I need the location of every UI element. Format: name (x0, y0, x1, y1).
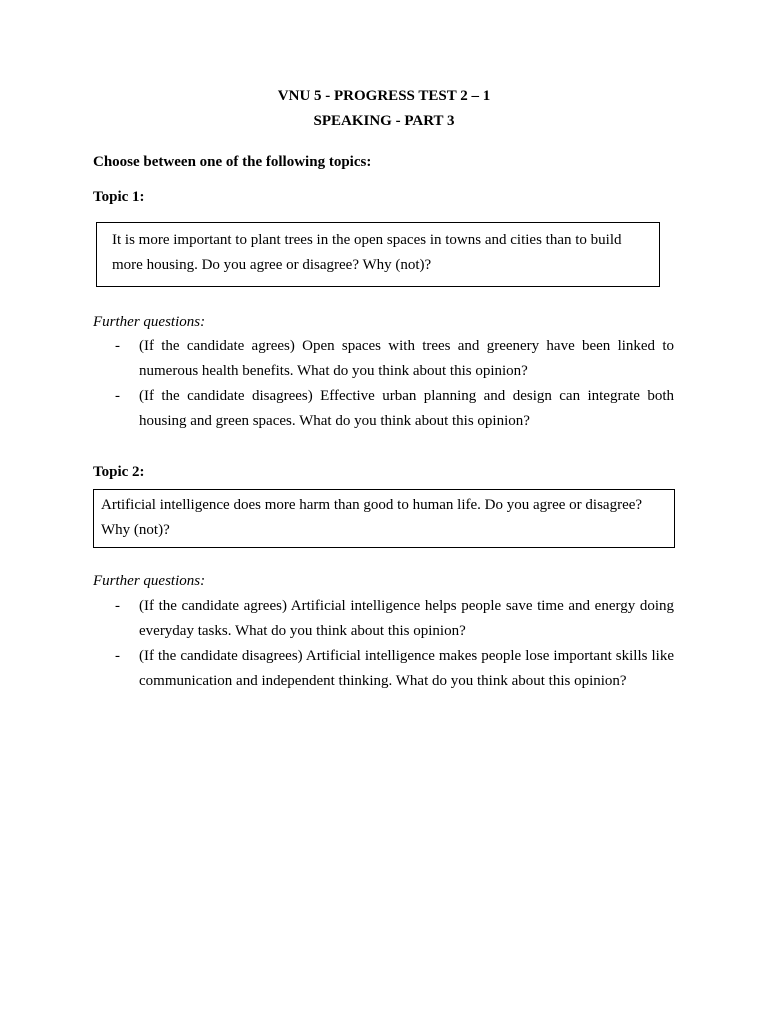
topic-2-further-questions-label: Further questions: (93, 573, 206, 589)
dash-bullet: - (115, 598, 120, 614)
instruction-text: Choose between one of the following topics: (93, 154, 372, 170)
question-text: (If the candidate disagrees) Effective urban planning and design can integrate both housing and green spaces. What do you think about this opinion? (139, 388, 674, 429)
topic-2-question-2 (93, 644, 674, 694)
document-title: VNU 5 - PROGRESS TEST 2 – 1 (277, 88, 491, 104)
topic-2-question-1 (93, 594, 674, 644)
topic-2-label: Topic 2: (93, 464, 145, 480)
topic-1-question-2 (93, 384, 674, 434)
topic-1-further-questions-label: Further questions: (93, 314, 206, 330)
dash-bullet: - (115, 388, 120, 404)
topic-2-further-questions-list (93, 594, 674, 694)
dash-bullet: - (115, 648, 120, 664)
document-subtitle: SPEAKING - PART 3 (313, 113, 455, 129)
question-text: (If the candidate disagrees) Artificial intelligence makes people lose important skills like communication and independent thinking. What do you think about this opinion? (139, 648, 674, 689)
topic-1-statement-box (96, 222, 660, 287)
topic-1-question-1 (93, 334, 674, 384)
topic-2-statement: Artificial intelligence does more harm than good to human life. Do you agree or disagree? Why (not)? (101, 497, 643, 538)
topic-1-further-questions-list (93, 334, 674, 434)
topic-2-statement-box (93, 489, 675, 548)
topic-1-statement: It is more important to plant trees in the open spaces in towns and cities than to build more housing. Do you agree or disagree? Why (not)? (112, 232, 622, 273)
question-text: (If the candidate agrees) Open spaces with trees and greenery have been linked to numerous health benefits. What do you think about this opinion? (139, 338, 674, 379)
topic-1-label: Topic 1: (93, 189, 145, 205)
question-text: (If the candidate agrees) Artificial intelligence helps people save time and energy doing everyday tasks. What do you think about this opinion? (139, 598, 674, 639)
dash-bullet: - (115, 338, 120, 354)
